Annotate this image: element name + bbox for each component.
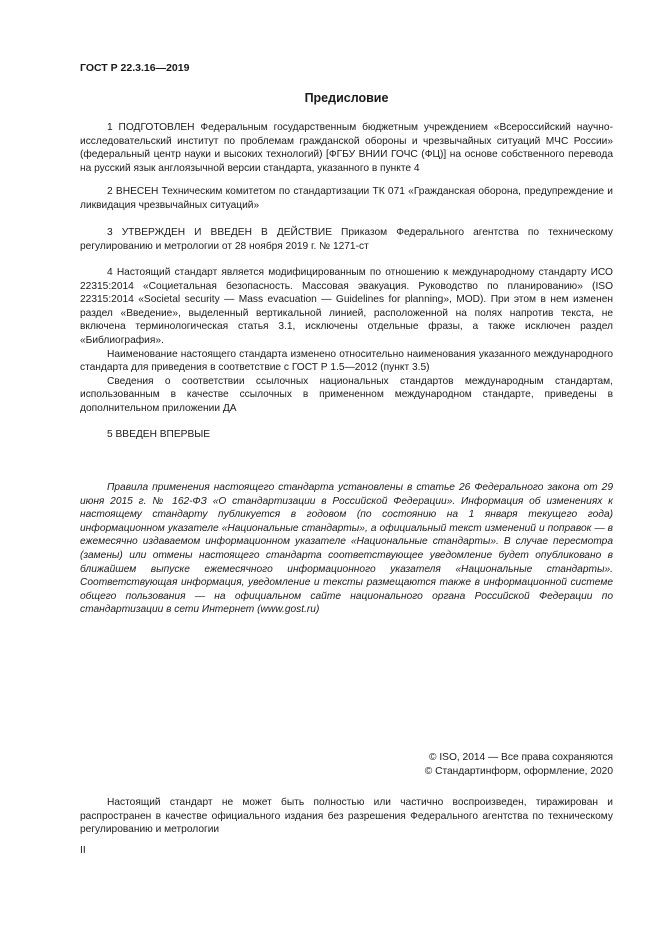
standard-usage-notice	[80, 481, 613, 617]
section-5-paragraph-1: 5 ВВЕДЕН ВПЕРВЫЕ	[107, 429, 211, 440]
section-1-paragraph-1: 1 ПОДГОТОВЛЕН Федеральным государственным бюджетным учреждением «Всероссийский научно-исследовательский институт по проблемам гражданской обороны и чрезвычайных ситуаций МЧС России» (федеральный центр науки и высоких технологий) [ФГБУ ВНИИ ГОЧС (ФЦ)] на основе собственного перевода на русский язык англоязычной версии стандарта, указанного в пункте 4	[80, 122, 613, 174]
section-1	[80, 121, 613, 175]
section-4-paragraph-2: Наименование настоящего стандарта изменено относительно наименования указанного международного стандарта для приведения в соответствие с ГОСТ Р 1.5—2012 (пункт 3.5)	[80, 348, 613, 374]
section-4-paragraph-1: 4 Настоящий стандарт является модифицированным по отношению к международному стандарту ИСО 22315:2014 «Социетальная безопасность. Массовая эвакуация. Руководство по планированию» (ISO 22315:2014 «Societal security — Mass evacuation — Guidelines for planning», MOD). При этом в нем изменен раздел «Введение», выделенный вертикальной линией, расположенной на полях напротив текста, не включена терминологическая статья 3.1, исключены отдельные фразы, а также исключен раздел «Библиография».	[80, 267, 613, 346]
section-2-paragraph-1: 2 ВНЕСЕН Техническим комитетом по стандартизации ТК 071 «Гражданская оборона, предупреждение и ликвидация чрезвычайных ситуаций»	[80, 186, 613, 211]
standard-usage-notice-text: Правила применения настоящего стандарта установлены в статье 26 Федерального закона от 29 июня 2015 г. № 162-ФЗ «О стандартизации в Российской Федерации». Информация об изменениях к настоящему стандарту публикуется в годовом (по состоянию на 1 января текущего года) информационном указателе «Национальные стандарты», а официальный текст изменений и поправок — в ежемесячно издаваемом информационном указателе «Национальные стандарты». В случае пересмотра (замены) или отмены настоящего стандарта соответствующее уведомление будет опубликовано в ближайшем выпуске ежемесячного информационного указателя «Национальные стандарты». Соответствующая информация, уведомление и тексты размещаются также в информационной системе общего пользования — на официальном сайте национального органа Российской Федерации по стандартизации в сети Интернет (www.gost.ru)	[80, 482, 613, 616]
document-code: ГОСТ Р 22.3.16—2019	[80, 62, 190, 74]
section-4-paragraph-3: Сведения о соответствии ссылочных национальных стандартов международным стандартам, использованным в качестве ссылочных в примененном международном стандарте, приведены в дополнительном приложении ДА	[80, 375, 613, 414]
section-2	[80, 185, 613, 212]
section-5	[80, 428, 613, 442]
reproduction-notice-text: Настоящий стандарт не может быть полностью или частично воспроизведен, тиражирован и распространен в качестве официального издания без разрешения Федерального агентства по техническому регулированию и метрологии	[80, 797, 613, 836]
copyright-standartinform: © Стандартинформ, оформление, 2020	[424, 765, 613, 777]
copyright-block	[425, 751, 613, 778]
section-4	[80, 266, 613, 416]
section-3-paragraph-1: 3 УТВЕРЖДЕН И ВВЕДЕН В ДЕЙСТВИЕ Приказом Федерального агентства по техническому регулированию и метрологии от 28 ноября 2019 г. № 1271-ст	[80, 227, 613, 252]
section-3	[80, 226, 613, 253]
page-number: II	[80, 845, 86, 856]
copyright-iso: © ISO, 2014 — Все права сохраняются	[429, 752, 613, 763]
reproduction-notice	[80, 796, 613, 837]
page-title: Предисловие	[304, 91, 389, 105]
